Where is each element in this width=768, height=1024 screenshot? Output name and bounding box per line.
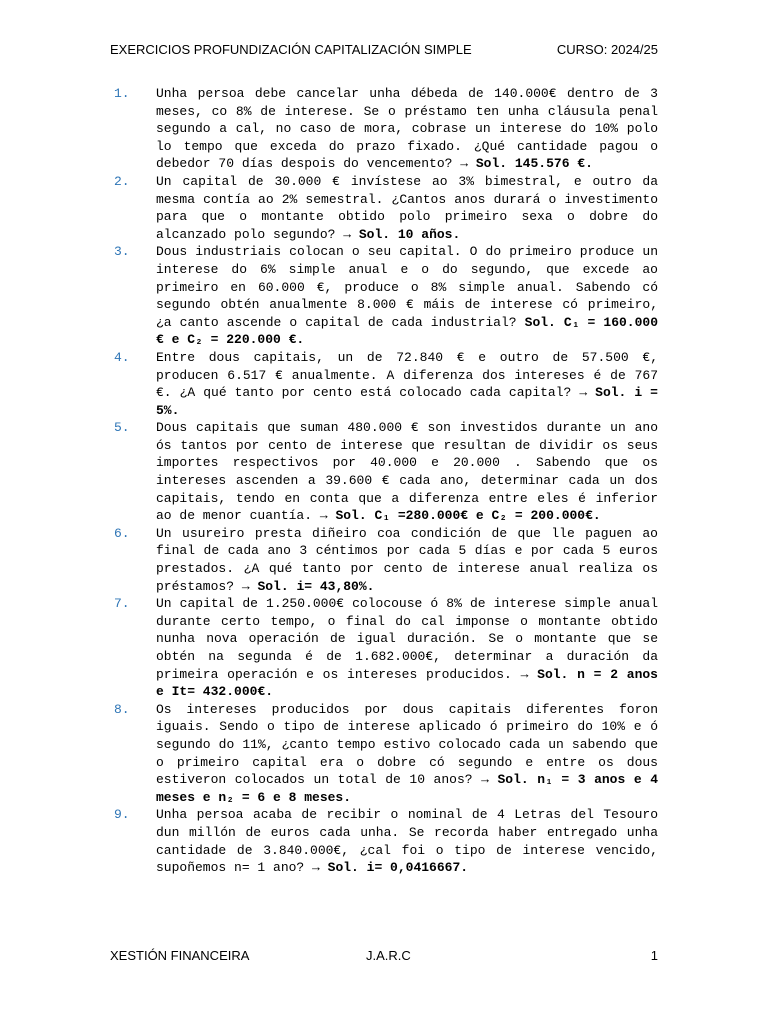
footer-subject: XESTIÓN FINANCEIRA [110,948,250,963]
exercise-solution: Sol. 10 años. [358,226,461,242]
exercise-solution: Sol. n = 2 anos e It= 432.000€. [156,666,658,700]
exercise-text: Dous capitais que suman 480.000 € son investidos durante un ano ós tantos por cento de interese que resultan de dividir os seus importes respectivos por 40.000 e 20.000 . Sabendo que os intereses ascenden a 39.600 € cada ano, determinar cada un dos capitais, tendo en conta que a diferenza entre eles é inferior ao de menor cuantía. → Sol. C₁ =280.000€ e C₂ = 200.000€. [156,420,658,524]
exercise-text: Unha persoa debe cancelar unha débeda de 140.000€ dentro de 3 meses, co 8% de interese. Se o préstamo ten unha cláusula penal segundo a cal, no caso de mora, cobrase un interese do 10% polo lo tempo que exceda do prazo fixado. ¿Qué cantidade pagou o debedor 70 días despois do vencemento? → Sol. 145.576 €. [156,86,658,172]
exercise-number: 4. [114,349,130,365]
exercise-text: Unha persoa acaba de recibir o nominal de 4 Letras del Tesouro dun millón de euros cada unha. Se recorda haber entregado unha cantidade de 3.840.000€, ¿cal foi o tipo de interese vencido, supoñemos n= 1 ano? → Sol. i= 0,0416667. [156,807,658,876]
exercise-text: Entre dous capitais, un de 72.840 € e outro de 57.500 €, producen 6.517 € anualmente. A diferenza dos intereses é de 767 €. ¿A qué tanto por cento está colocado cada capital? → Sol. i = 5%. [156,349,658,418]
exercise-list [110,85,658,877]
exercise-text: Os intereses producidos por dous capitais diferentes foron iguais. Sendo o tipo de interese aplicado ó primeiro do 10% e ó segundo do 11%, ¿canto tempo estivo colocado cada un sabendo que o primeiro capital era o dobre có segundo e entre os dous estiveron colocados un total de 10 anos? → Sol. n₁ = 3 anos e 4 meses e n₂ = 6 e 8 meses. [156,701,658,805]
exercise-number: 8. [114,701,130,717]
document-title: EXERCICIOS PROFUNDIZACIÓN CAPITALIZACIÓN SIMPLE [110,42,472,57]
exercise-text: Un capital de 1.250.000€ colocouse ó 8% de interese simple anual durante certo tempo, o final do cal imponse o montante obtido nunha nova operación de igual duración. Se o montante que se obtén na segunda é de 1.682.000€, determinar a duración da primeira operación e os intereses producidos. → Sol. n = 2 anos e It= 432.000€. [156,596,658,700]
exercise-number: 9. [114,807,130,823]
exercise-text: Un usureiro presta diñeiro coa condición de que lle paguen ao final de cada ano 3 céntimos por cada 5 días e por cada 5 euros prestados. ¿A qué tanto por cento de interese anual realiza os préstamos? → Sol. i= 43,80%. [156,525,658,594]
page-number: 1 [650,948,658,963]
exercise-solution: Sol. C₁ =280.000€ e C₂ = 200.000€. [335,508,601,524]
exercise-text: Dous industriais colocan o seu capital. O do primeiro produce un interese do 6% simple anual e o do segundo, que excede ao primeiro en 60.000 €, produce o 8% simple anual. Sabendo có segundo obtén anualmente 8.000 € máis de interese có primeiro, ¿a canto ascende o capital de cada industrial? Sol. C₁ = 160.000 € e C₂ = 220.000 €. [156,244,659,348]
exercise-item [110,243,658,349]
exercise-number: 2. [114,173,130,189]
exercise-item [110,349,658,419]
exercise-solution: Sol. i= 43,80%. [257,578,375,594]
exercise-number: 7. [114,596,130,612]
exercise-solution: Sol. C₁ = 160.000 € e C₂ = 220.000 €. [156,314,659,348]
exercise-solution: Sol. i = 5%. [156,385,658,418]
exercise-item [110,701,658,807]
page-header [110,42,658,58]
exercise-item [110,85,658,173]
footer-author: J.A.R.C [366,948,411,963]
exercise-solution: Sol. n₁ = 3 anos e 4 meses e n₂ = 6 e 8 meses. [156,772,658,805]
exercise-number: 1. [114,86,130,101]
exercise-number: 5. [114,420,130,436]
exercise-item [110,806,658,876]
exercise-number: 6. [114,525,130,541]
exercise-text: Un capital de 30.000 € invístese ao 3% bimestral, e outro da mesma contía ao 2% semestral. ¿Cantos anos durará o investimento para que o montante obtido polo primeiro sexa o dobre do alcanzado polo segundo? → Sol. 10 años. [156,173,658,242]
exercise-item [110,595,658,701]
course-label: CURSO: 2024/25 [556,42,658,57]
exercise-item [110,419,658,525]
exercise-number: 3. [114,244,130,260]
exercise-solution: Sol. i= 0,0416667. [327,860,469,876]
exercise-solution: Sol. 145.576 €. [475,156,593,172]
exercise-item [110,525,658,595]
exercise-item [110,173,658,243]
